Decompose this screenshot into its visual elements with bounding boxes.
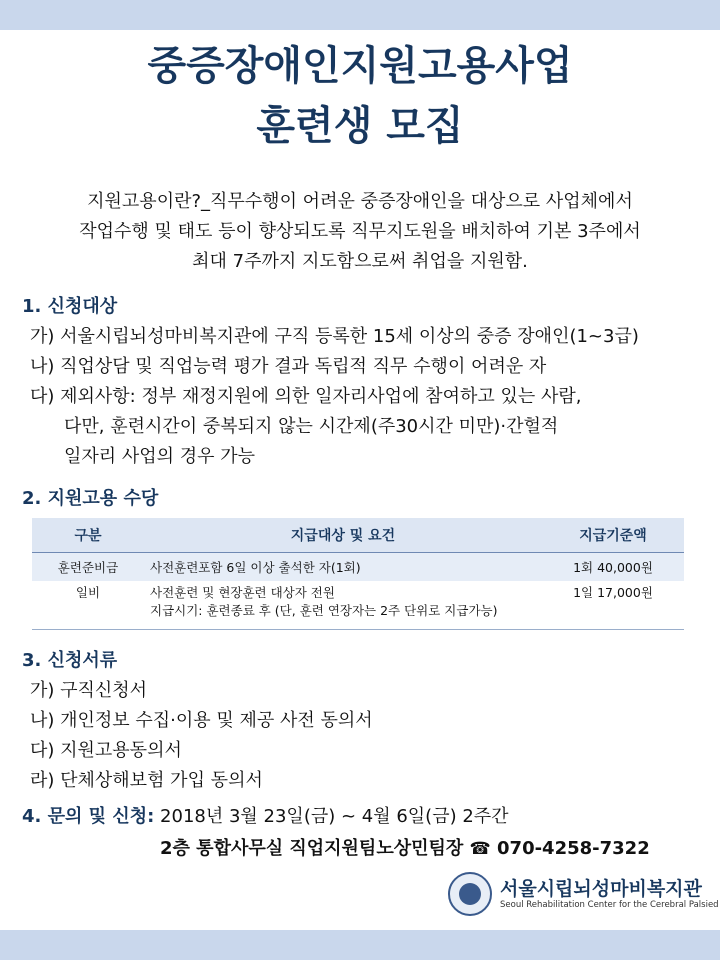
section-heading-allowance: 2. 지원고용 수당	[22, 488, 159, 509]
org-name-english: Seoul Rehabilitation Center for the Cerebral Palsied	[500, 900, 719, 910]
top-band	[0, 0, 720, 30]
intro-line: 최대 7주까지 지도함으로써 취업을 지원함.	[192, 251, 528, 272]
inquiry-period: 2018년 3월 23일(금) ~ 4월 6일(금) 2주간	[160, 806, 509, 827]
table-cell-desc: 사전훈련포함 6일 이상 출석한 자(1회)	[144, 553, 542, 582]
contact-person: 2층 통합사무실 직업지원팀노상민팀장	[160, 838, 464, 859]
org-logo-icon	[448, 872, 492, 916]
section-heading-documents: 3. 신청서류	[22, 650, 118, 671]
intro-line: 작업수행 및 태도 등이 향상되도록 직무지도원을 배치하여 기본 3주에서	[79, 221, 641, 242]
table-cell-amount: 1회 40,000원	[542, 553, 684, 582]
table-cell-desc	[144, 581, 542, 630]
inquiry-line	[22, 802, 509, 828]
eligibility-item: 나) 직업상담 및 직업능력 평가 결과 독립적 직무 수행이 어려운 자	[30, 356, 547, 377]
table-cell-amount: 1일 17,000원	[542, 581, 684, 630]
eligibility-item: 가) 서울시립뇌성마비복지관에 구직 등록한 15세 이상의 중증 장애인(1~3급)	[30, 326, 639, 347]
table-header: 지급기준액	[542, 518, 684, 553]
document-item: 가) 구직신청서	[30, 680, 148, 701]
table-header: 구분	[32, 518, 144, 553]
document-item: 다) 지원고용동의서	[30, 740, 182, 761]
table-header: 지급대상 및 요건	[144, 518, 542, 553]
inquiry-label: 4. 문의 및 신청:	[22, 806, 155, 827]
section-heading-eligibility: 1. 신청대상	[22, 296, 118, 317]
phone-icon: ☎	[469, 839, 491, 859]
eligibility-item: 다) 제외사항: 정부 재정지원에 의한 일자리사업에 참여하고 있는 사람,	[30, 386, 582, 407]
bottom-band	[0, 930, 720, 960]
contact-line	[160, 834, 650, 860]
intro-paragraph	[40, 187, 680, 277]
table-cell-type: 훈련준비금	[32, 553, 144, 582]
contact-phone: 070-4258-7322	[497, 838, 650, 859]
table-cell-type: 일비	[32, 581, 144, 630]
document-item: 나) 개인정보 수집·이용 및 제공 사전 동의서	[30, 710, 373, 731]
page-subtitle: 훈련생 모집	[256, 103, 464, 149]
eligibility-item-continued: 일자리 사업의 경우 가능	[64, 446, 256, 467]
page-title: 중증장애인지원고용사업	[147, 43, 573, 89]
org-name: 서울시립뇌성마비복지관	[500, 878, 702, 900]
intro-line: 지원고용이란?_직무수행이 어려운 중증장애인을 대상으로 사업체에서	[87, 191, 633, 212]
table-row	[32, 581, 684, 630]
eligibility-item-continued: 다만, 훈련시간이 중복되지 않는 시간제(주30시간 미만)·간헐적	[64, 416, 559, 437]
desc-line: 지급시기: 훈련종료 후 (단, 훈련 연장자는 2주 단위로 지급가능)	[150, 603, 498, 618]
table-header-row	[32, 518, 684, 553]
desc-line: 사전훈련 및 현장훈련 대상자 전원	[150, 585, 335, 600]
table-row	[32, 553, 684, 582]
allowance-table	[32, 518, 684, 630]
document-item: 라) 단체상해보험 가입 동의서	[30, 770, 263, 791]
